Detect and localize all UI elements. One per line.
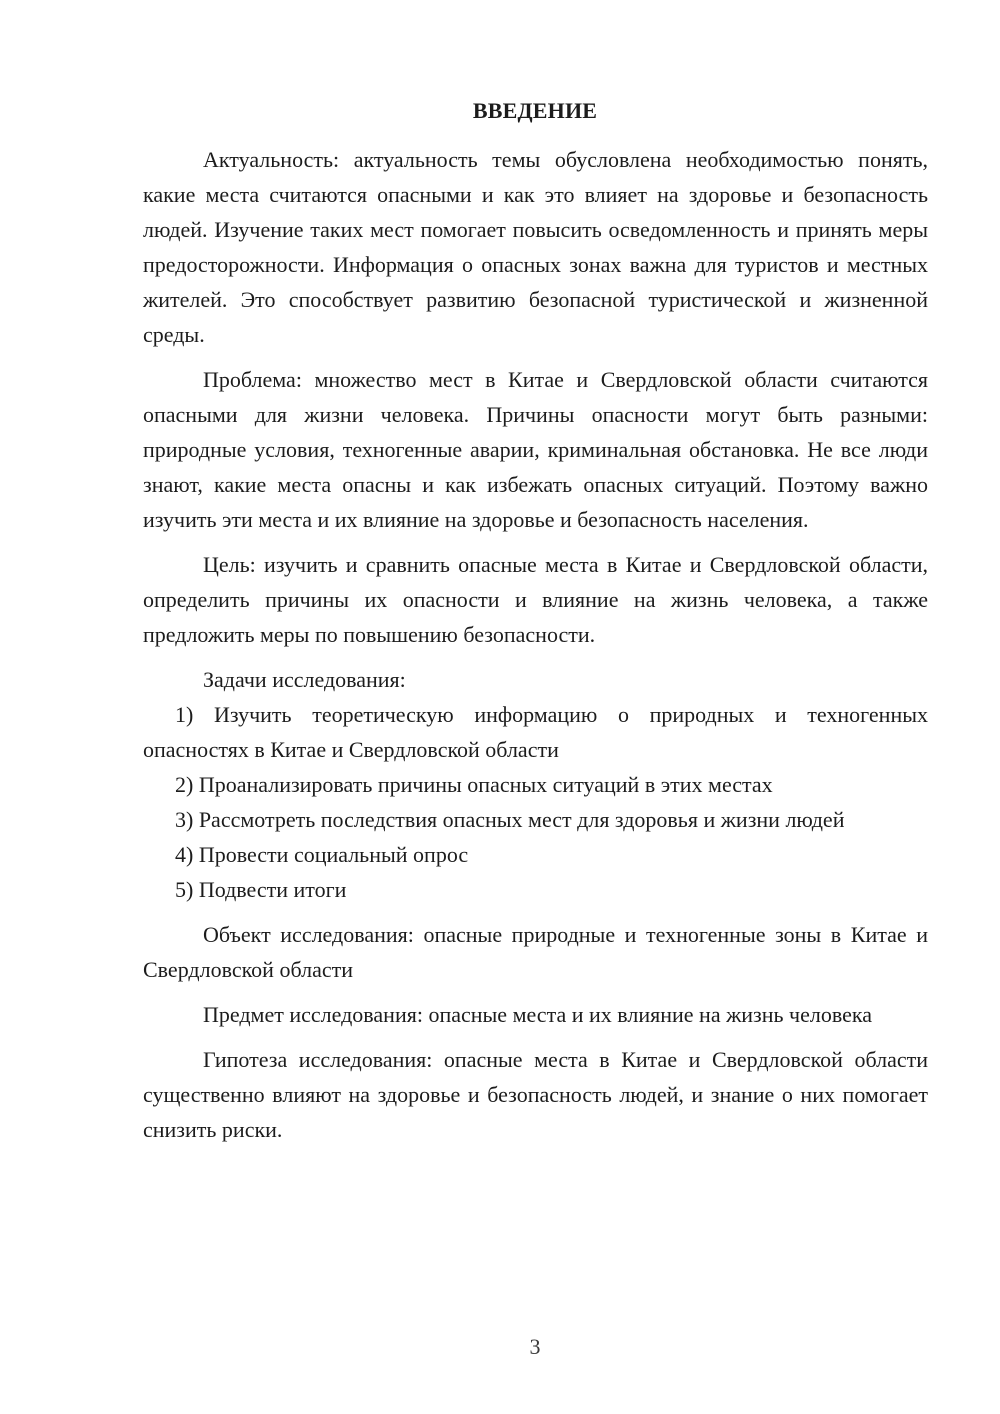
tasks-heading: Задачи исследования: xyxy=(203,667,406,692)
document-body xyxy=(143,142,928,1147)
page-number: 3 xyxy=(529,1334,541,1359)
task-item-3: 3) Рассмотреть последствия опасных мест для здоровья и жизни людей xyxy=(175,807,845,832)
paragraph-hypothesis: Гипотеза исследования: опасные места в Китае и Свердловской области существенно влияют на здоровье и безопасность людей, и знание о них помогает снизить риски. xyxy=(143,1047,928,1142)
task-item-5: 5) Подвести итоги xyxy=(175,877,347,902)
task-item-2: 2) Проанализировать причины опасных ситуаций в этих местах xyxy=(175,772,773,797)
paragraph-relevance: Актуальность: актуальность темы обусловлена необходимостью понять, какие места считаются опасными и как это влияет на здоровье и безопасность людей. Изучение таких мест помогает повысить осведомленность и принять меры предосторожности. Информация о опасных зонах важна для туристов и местных жителей. Это способствует развитию безопасной туристической и жизненной среды. xyxy=(143,147,928,347)
paragraph-problem: Проблема: множество мест в Китае и Свердловской области считаются опасными для жизни человека. Причины опасности могут быть разными: природные условия, техногенные аварии, криминальная обстановка. Не все люди знают, какие места опасны и как избежать опасных ситуаций. Поэтому важно изучить эти места и их влияние на здоровье и безопасность населения. xyxy=(143,367,928,532)
task-item-4: 4) Провести социальный опрос xyxy=(175,842,469,867)
task-item-1: 1) Изучить теоретическую информацию о природных и техногенных опасностях в Китае и Свердловской области xyxy=(143,702,928,762)
paragraph-subject: Предмет исследования: опасные места и их влияние на жизнь человека xyxy=(203,1002,873,1027)
paragraph-goal: Цель: изучить и сравнить опасные места в Китае и Свердловской области, определить причины их опасности и влияние на жизнь человека, а также предложить меры по повышению безопасности. xyxy=(143,552,928,647)
page-title: ВВЕДЕНИЕ xyxy=(472,98,598,123)
paragraph-object: Объект исследования: опасные природные и техногенные зоны в Китае и Свердловской области xyxy=(143,922,928,982)
